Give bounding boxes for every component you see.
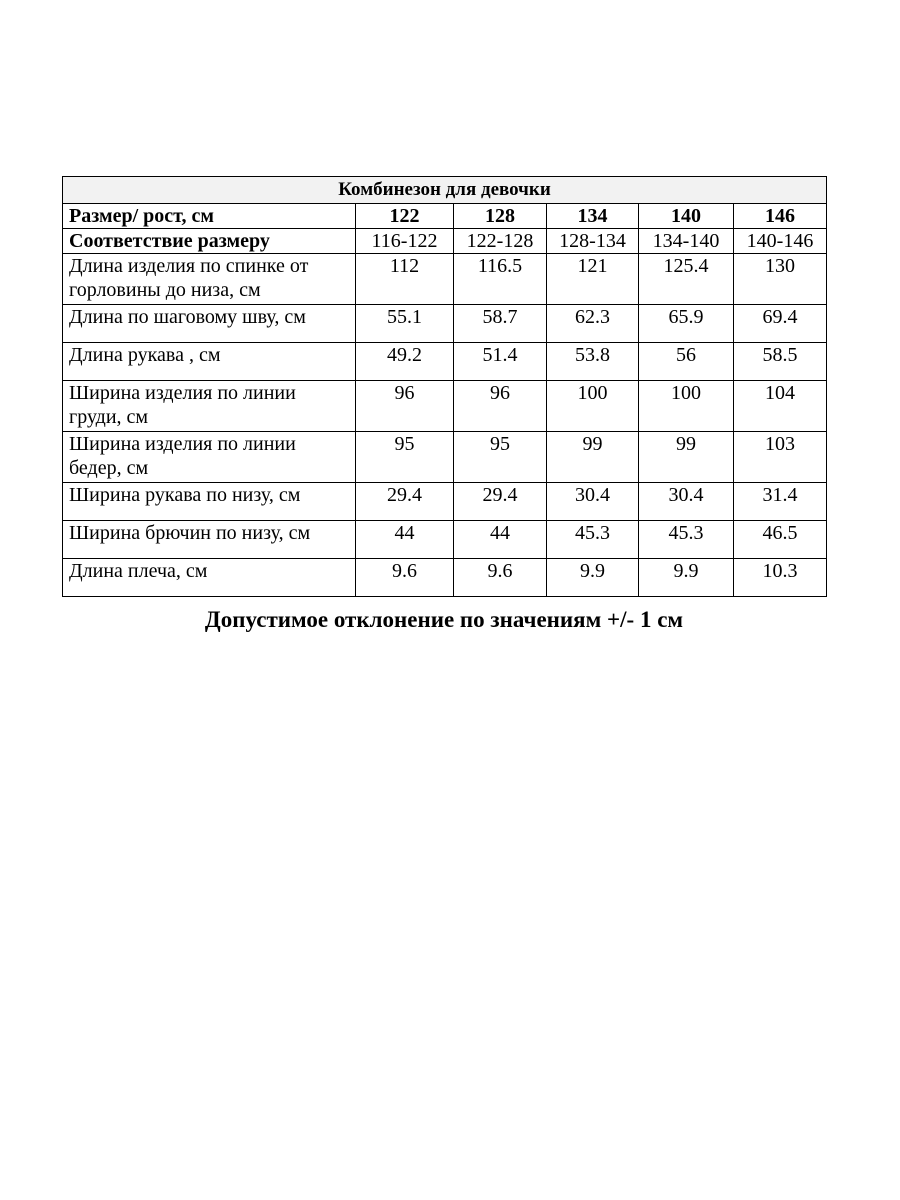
cell-value: 53.8 <box>547 343 639 381</box>
cell-value: 99 <box>639 432 734 483</box>
cell-value: 58.5 <box>734 343 827 381</box>
table-row <box>63 483 827 521</box>
cell-value: 62.3 <box>547 305 639 343</box>
row-label: Ширина изделия по линии груди, см <box>63 381 356 432</box>
row-label: Длина изделия по спинке от горловины до низа, см <box>63 254 356 305</box>
cell-value: 10.3 <box>734 559 827 597</box>
match-value: 116-122 <box>356 229 454 254</box>
table-row <box>63 432 827 483</box>
size-146: 146 <box>734 204 827 229</box>
size-chart-table <box>62 176 827 597</box>
table-row <box>63 521 827 559</box>
cell-value: 30.4 <box>639 483 734 521</box>
table-row <box>63 381 827 432</box>
row-label: Длина плеча, см <box>63 559 356 597</box>
table-row <box>63 254 827 305</box>
cell-value: 130 <box>734 254 827 305</box>
cell-value: 9.9 <box>639 559 734 597</box>
size-134: 134 <box>547 204 639 229</box>
cell-value: 96 <box>356 381 454 432</box>
cell-value: 95 <box>454 432 547 483</box>
cell-value: 29.4 <box>356 483 454 521</box>
cell-value: 125.4 <box>639 254 734 305</box>
match-value: 134-140 <box>639 229 734 254</box>
cell-value: 112 <box>356 254 454 305</box>
cell-value: 116.5 <box>454 254 547 305</box>
table-row <box>63 305 827 343</box>
cell-value: 95 <box>356 432 454 483</box>
cell-value: 30.4 <box>547 483 639 521</box>
cell-value: 65.9 <box>639 305 734 343</box>
cell-value: 104 <box>734 381 827 432</box>
cell-value: 49.2 <box>356 343 454 381</box>
match-value: 122-128 <box>454 229 547 254</box>
cell-value: 31.4 <box>734 483 827 521</box>
match-value: 140-146 <box>734 229 827 254</box>
cell-value: 100 <box>547 381 639 432</box>
match-row <box>63 229 827 254</box>
cell-value: 121 <box>547 254 639 305</box>
cell-value: 9.6 <box>454 559 547 597</box>
row-label: Ширина рукава по низу, см <box>63 483 356 521</box>
table-row <box>63 343 827 381</box>
cell-value: 44 <box>356 521 454 559</box>
cell-value: 58.7 <box>454 305 547 343</box>
match-row-label: Соответствие размеру <box>63 229 356 254</box>
cell-value: 103 <box>734 432 827 483</box>
table-row <box>63 559 827 597</box>
cell-value: 69.4 <box>734 305 827 343</box>
row-label: Ширина брючин по низу, см <box>63 521 356 559</box>
cell-value: 9.6 <box>356 559 454 597</box>
cell-value: 96 <box>454 381 547 432</box>
cell-value: 45.3 <box>547 521 639 559</box>
cell-value: 99 <box>547 432 639 483</box>
size-row-label: Размер/ рост, см <box>63 204 356 229</box>
cell-value: 9.9 <box>547 559 639 597</box>
size-122: 122 <box>356 204 454 229</box>
cell-value: 46.5 <box>734 521 827 559</box>
table-title-row <box>63 177 827 204</box>
tolerance-note: Допустимое отклонение по значениям +/- 1 см <box>204 607 684 632</box>
cell-value: 51.4 <box>454 343 547 381</box>
size-140: 140 <box>639 204 734 229</box>
cell-value: 55.1 <box>356 305 454 343</box>
row-label: Ширина изделия по линии бедер, см <box>63 432 356 483</box>
cell-value: 44 <box>454 521 547 559</box>
size-row <box>63 204 827 229</box>
cell-value: 29.4 <box>454 483 547 521</box>
row-label: Длина по шаговому шву, см <box>63 305 356 343</box>
cell-value: 56 <box>639 343 734 381</box>
cell-value: 45.3 <box>639 521 734 559</box>
cell-value: 100 <box>639 381 734 432</box>
row-label: Длина рукава , см <box>63 343 356 381</box>
table-title: Комбинезон для девочки <box>63 177 827 204</box>
size-128: 128 <box>454 204 547 229</box>
match-value: 128-134 <box>547 229 639 254</box>
